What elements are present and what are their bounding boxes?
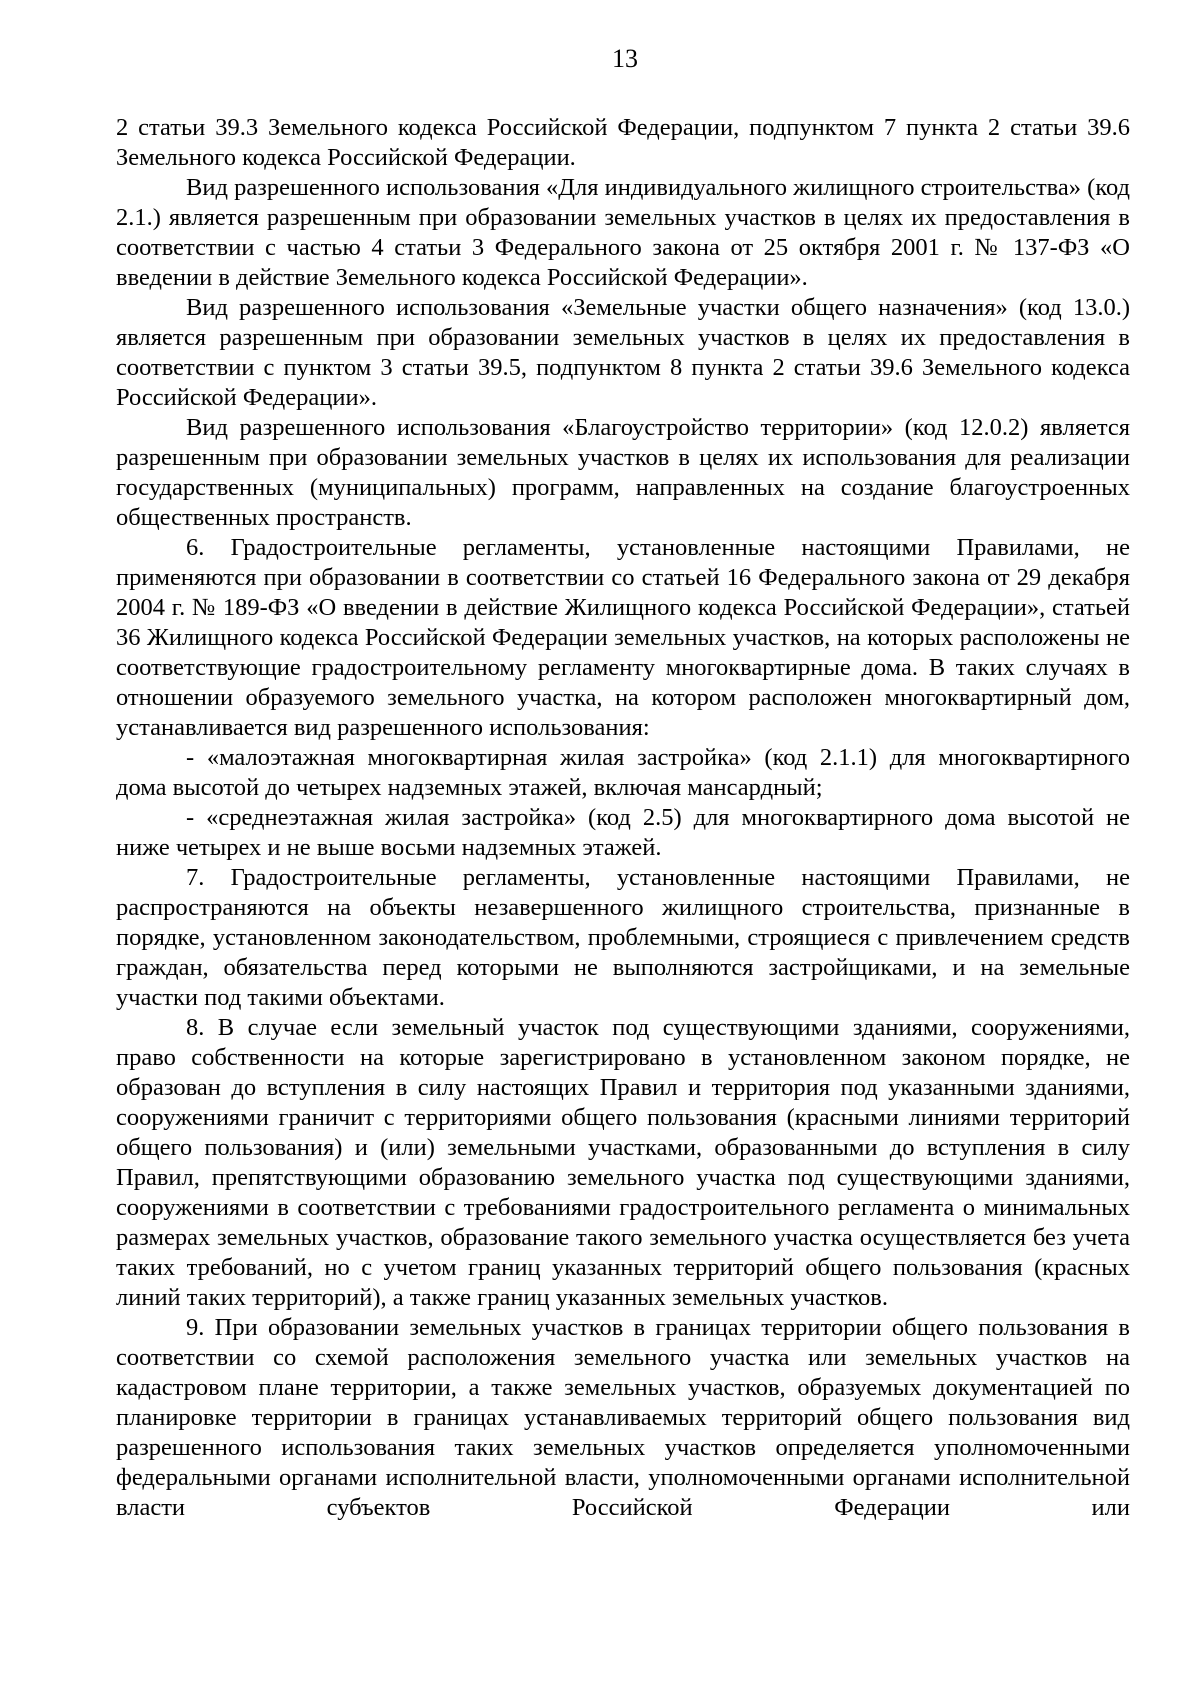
paragraph-individual-housing: Вид разрешенного использования «Для индивидуального жилищного строительства» (код 2.1.) является разрешенным при образовании земельных участков в целях их предоставления в соответствии с частью 4 статьи 3 Федерального закона от 25 октября 2001 г. № 137-ФЗ «О введении в действие Земельного кодекса Российской Федерации».	[116, 174, 1130, 291]
paragraph-item-9: 9. При образовании земельных участков в границах территории общего пользования в соответствии со схемой расположения земельного участка или земельных участков на кадастровом плане территории, а также земельных участков, образуемых документацией по планировке территории в границах устанавливаемых территорий общего пользования вид разрешенного использования таких земельных участков определяется уполномоченными федеральными органами исполнительной власти, уполномоченными органами исполнительной власти субъектов Российской Федерации или	[116, 1314, 1130, 1521]
document-body	[116, 113, 1130, 1523]
paragraph-item-6: 6. Градостроительные регламенты, установленные настоящими Правилами, не применяются при образовании в соответствии со статьей 16 Федерального закона от 29 декабря 2004 г. № 189-ФЗ «О введении в действие Жилищного кодекса Российской Федерации», статьей 36 Жилищного кодекса Российской Федерации земельных участков, на которых расположены не соответствующие градостроительному регламенту многоквартирные дома. В таких случаях в отношении образуемого земельного участка, на котором расположен многоквартирный дом, устанавливается вид разрешенного использования:	[116, 534, 1130, 741]
paragraph-common-purpose-plots: Вид разрешенного использования «Земельные участки общего назначения» (код 13.0.) является разрешенным при образовании земельных участков в целях их предоставления в соответствии с пунктом 3 статьи 39.5, подпунктом 8 пункта 2 статьи 39.6 Земельного кодекса Российской Федерации».	[116, 294, 1130, 411]
paragraph-item-8: 8. В случае если земельный участок под существующими зданиями, сооружениями, право собственности на которые зарегистрировано в установленном законом порядке, не образован до вступления в силу настоящих Правил и территория под указанными зданиями, сооружениями граничит с территориями общего пользования (красными линиями территорий общего пользования) и (или) земельными участками, образованными до вступления в силу Правил, препятствующими образованию земельного участка под существующими зданиями, сооружениями в соответствии с требованиями градостроительного регламента о минимальных размерах земельных участков, образование такого земельного участка осуществляется без учета таких требований, но с учетом границ указанных территорий общего пользования (красных линий таких территорий), а также границ указанных земельных участков.	[116, 1014, 1130, 1311]
paragraph-continuation: 2 статьи 39.3 Земельного кодекса Российской Федерации, подпунктом 7 пункта 2 статьи 39.6 Земельного кодекса Российской Федерации.	[116, 114, 1130, 171]
paragraph-landscaping: Вид разрешенного использования «Благоустройство территории» (код 12.0.2) является разрешенным при образовании земельных участков в целях их использования для реализации государственных (муниципальных) программ, направленных на создание благоустроенных общественных пространств.	[116, 414, 1130, 531]
list-item-mid-rise: - «среднеэтажная жилая застройка» (код 2.5) для многоквартирного дома высотой не ниже четырех и не выше восьми надземных этажей.	[116, 804, 1130, 861]
paragraph-item-7: 7. Градостроительные регламенты, установленные настоящими Правилами, не распространяются на объекты незавершенного жилищного строительства, признанные в порядке, установленном законодательством, проблемными, строящиеся с привлечением средств граждан, обязательства перед которыми не выполняются застройщиками, и на земельные участки под такими объектами.	[116, 864, 1130, 1011]
page-number: 13	[612, 44, 638, 73]
list-item-low-rise: - «малоэтажная многоквартирная жилая застройка» (код 2.1.1) для многоквартирного дома высотой до четырех надземных этажей, включая мансардный;	[116, 744, 1130, 801]
